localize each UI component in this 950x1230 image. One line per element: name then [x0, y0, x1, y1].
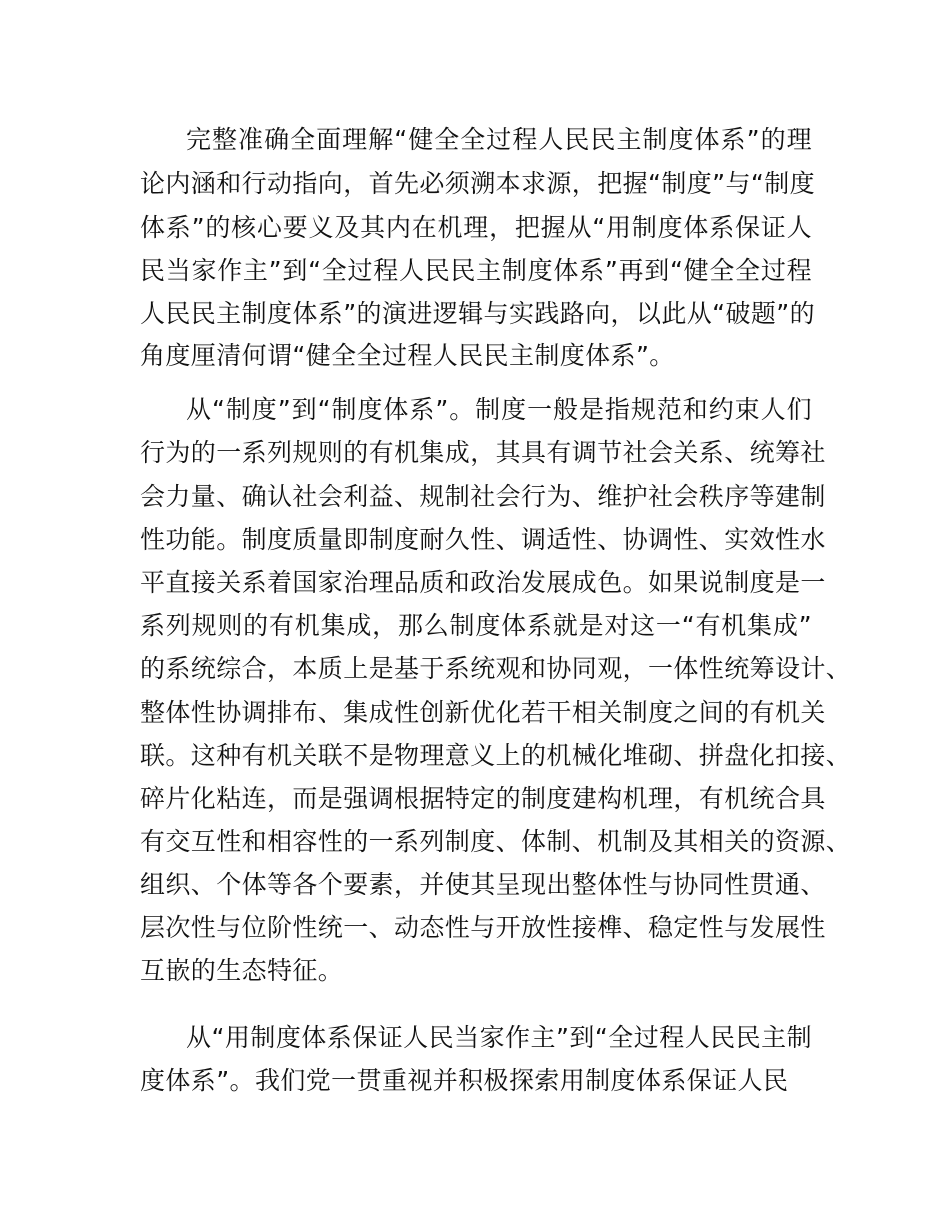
- text-line: 联。这种有机关联不是物理意义上的机械化堆砌、拼盘化扣接、: [140, 741, 852, 770]
- text-line: 体系”的核心要义及其内在机理，把握从“用制度体系保证人: [140, 213, 812, 242]
- text-line: 有交互性和相容性的一系列制度、体制、机制及其相关的资源、: [140, 827, 852, 856]
- text-line: 碎片化粘连，而是强调根据特定的制度建构机理，有机统合具: [140, 784, 826, 813]
- text-line: 的系统综合，本质上是基于系统观和协同观，一体性统筹设计、: [140, 654, 852, 683]
- text-line: 民当家作主”到“全过程人民民主制度体系”再到“健全全过程: [140, 256, 812, 285]
- text-line: 平直接关系着国家治理品质和政治发展成色。如果说制度是一: [140, 568, 826, 597]
- text-line: 行为的一系列规则的有机集成，其具有调节社会关系、统筹社: [140, 438, 826, 467]
- text-line: 角度厘清何谓“健全全过程人民民主制度体系”。: [140, 341, 675, 370]
- text-line: 度体系”。我们党一贯重视并积极探索用制度体系保证人民: [140, 1066, 789, 1095]
- text-line: 整体性协调排布、集成性创新优化若干相关制度之间的有机关: [140, 698, 826, 727]
- text-line: 系列规则的有机集成，那么制度体系就是对这一“有机集成”: [140, 611, 812, 640]
- text-line: 从“制度”到“制度体系”。制度一般是指规范和约束人们: [186, 395, 812, 424]
- text-line: 完整准确全面理解“健全全过程人民民主制度体系”的理: [186, 125, 812, 154]
- text-line: 论内涵和行动指向，首先必须溯本求源，把握“制度”与“制度: [140, 169, 816, 198]
- text-line: 层次性与位阶性统一、动态性与开放性接榫、稳定性与发展性: [140, 913, 826, 942]
- text-line: 互嵌的生态特征。: [140, 956, 344, 985]
- text-line: 人民民主制度体系”的演进逻辑与实践路向，以此从“破题”的: [140, 299, 816, 328]
- text-line: 组织、个体等各个要素，并使其呈现出整体性与协同性贯通、: [140, 870, 826, 899]
- text-line: 会力量、确认社会利益、规制社会行为、维护社会秩序等建制: [140, 482, 826, 511]
- text-line: 性功能。制度质量即制度耐久性、调适性、协调性、实效性水: [140, 525, 826, 554]
- text-line: 从“用制度体系保证人民当家作主”到“全过程人民民主制: [186, 1023, 812, 1052]
